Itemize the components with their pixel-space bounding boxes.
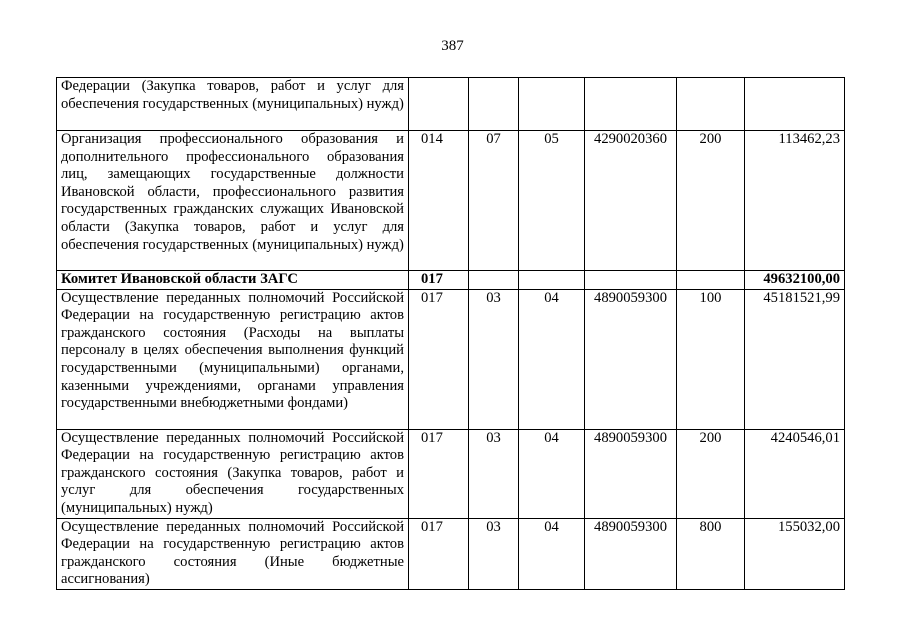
ministry-code: 014 (409, 131, 469, 271)
ministry-code: 017 (409, 518, 469, 589)
section-code: 03 (469, 518, 519, 589)
row-description: Комитет Ивановской области ЗАГС (57, 271, 409, 290)
budget-table (56, 77, 845, 590)
expense-type-code: 200 (677, 131, 745, 271)
table-row (57, 78, 845, 131)
table-row (57, 518, 845, 589)
target-code: 4890059300 (585, 429, 677, 518)
ministry-code: 017 (409, 429, 469, 518)
amount: 49632100,00 (745, 271, 845, 290)
subsection-code: 04 (519, 518, 585, 589)
target-code: 4890059300 (585, 518, 677, 589)
row-description: Федерации (Закупка товаров, работ и услуг для обеспечения государственных (муниципальных) нужд) (57, 78, 409, 131)
page-number: 387 (441, 38, 464, 54)
target-code: 4290020360 (585, 131, 677, 271)
row-description: Организация профессионального образования и дополнительного профессионального образования лиц, замещающих государственные должности Ивановской области, профессионального развития государственных гражданских служащих Ивановской области (Закупка товаров, работ и услуг для обеспечения государственных (муниципальных) нужд) (57, 131, 409, 271)
table-row (57, 429, 845, 518)
subsection-code (519, 271, 585, 290)
row-description: Осуществление переданных полномочий Российской Федерации на государственную регистрацию актов гражданского состояния (Закупка товаров, работ и услуг для обеспечения государственных (муниципальных) нужд) (57, 429, 409, 518)
expense-type-code (677, 271, 745, 290)
ministry-code: 017 (409, 271, 469, 290)
expense-type-code: 100 (677, 289, 745, 429)
section-code: 03 (469, 429, 519, 518)
section-code (469, 78, 519, 131)
section-code: 07 (469, 131, 519, 271)
subsection-code: 04 (519, 289, 585, 429)
table-row (57, 289, 845, 429)
expense-type-code: 200 (677, 429, 745, 518)
subsection-code: 04 (519, 429, 585, 518)
amount: 4240546,01 (745, 429, 845, 518)
ministry-code (409, 78, 469, 131)
amount: 155032,00 (745, 518, 845, 589)
row-description: Осуществление переданных полномочий Российской Федерации на государственную регистрацию актов гражданского состояния (Расходы на выплаты персоналу в целях обеспечения выполнения функций государственными (муниципальными) органами, казенными учреждениями, органами управления государственными внебюджетными фондами) (57, 289, 409, 429)
target-code: 4890059300 (585, 289, 677, 429)
table-row (57, 131, 845, 271)
target-code (585, 78, 677, 131)
section-code (469, 271, 519, 290)
expense-type-code (677, 78, 745, 131)
amount: 113462,23 (745, 131, 845, 271)
section-code: 03 (469, 289, 519, 429)
amount (745, 78, 845, 131)
table-row (57, 271, 845, 290)
expense-type-code: 800 (677, 518, 745, 589)
ministry-code: 017 (409, 289, 469, 429)
subsection-code: 05 (519, 131, 585, 271)
target-code (585, 271, 677, 290)
amount: 45181521,99 (745, 289, 845, 429)
row-description: Осуществление переданных полномочий Российской Федерации на государственную регистрацию актов гражданского состояния (Иные бюджетные ассигнования) (57, 518, 409, 589)
subsection-code (519, 78, 585, 131)
